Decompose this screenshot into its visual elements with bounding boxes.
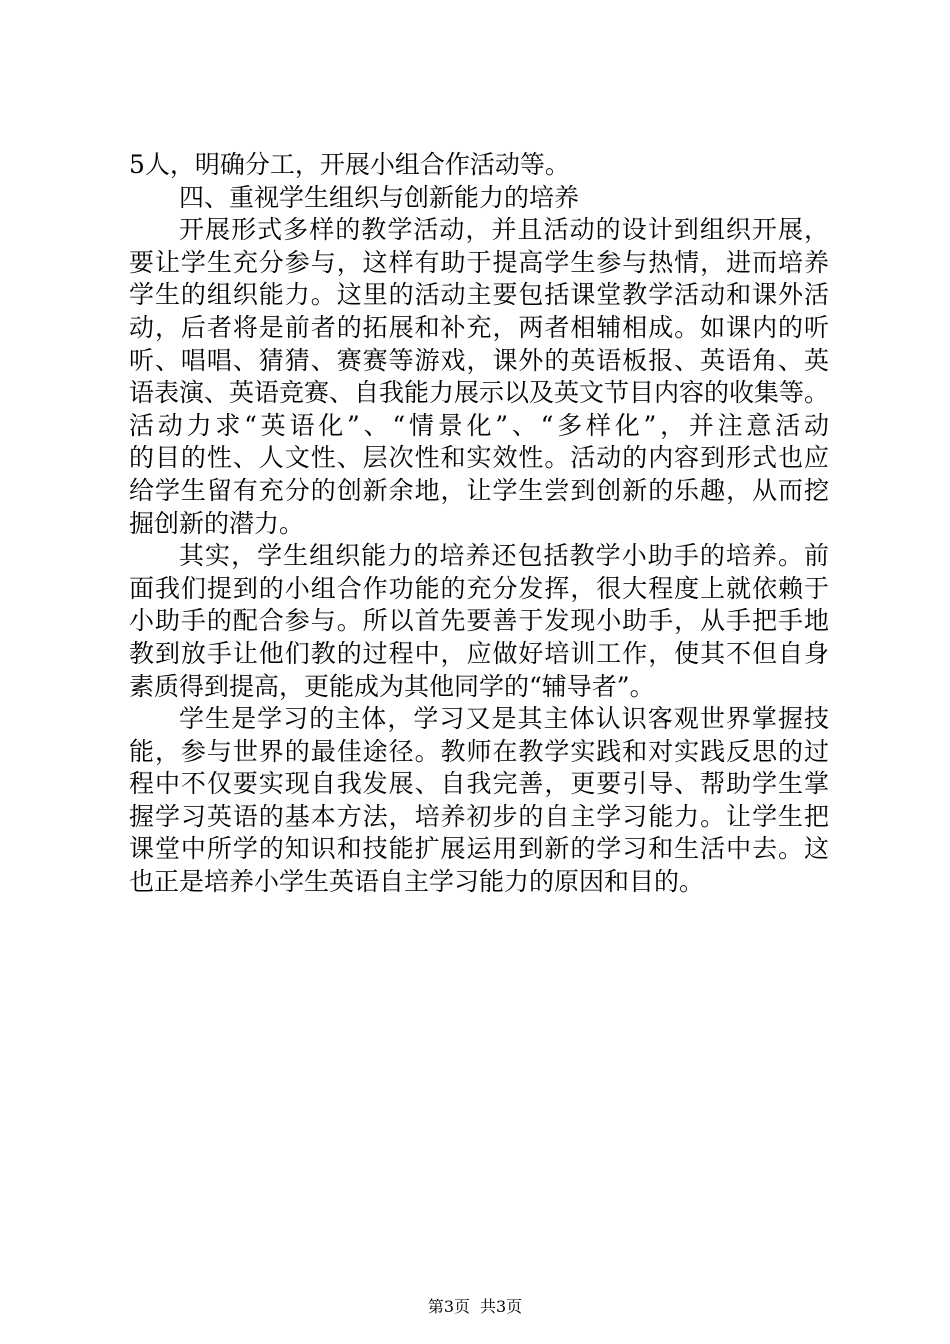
text-line: 教到放手让他们教的过程中，应做好培训工作，使其不但自身 [129,638,829,668]
text-line: 学生是学习的主体，学习又是其主体认识客观世界掌握技 [179,704,829,734]
text-line: 学生的组织能力。这里的活动主要包括课堂教学活动和课外活 [129,280,829,310]
text-line: 四、重视学生组织与创新能力的培养 [179,182,580,212]
text-line: 的目的性、人文性、层次性和实效性。活动的内容到形式也应 [129,443,829,473]
text-line: 握学习英语的基本方法，培养初步的自主学习能力。让学生把 [129,801,829,831]
text-line: 动，后者将是前者的拓展和补充，两者相辅相成。如课内的听 [129,312,829,342]
text-line: 课堂中所学的知识和技能扩展运用到新的学习和生活中去。这 [129,834,829,864]
page-footer [0,1294,950,1317]
text-line: 掘创新的潜力。 [129,508,305,538]
text-line: 也正是培养小学生英语自主学习能力的原因和目的。 [129,867,705,897]
text-line: 要让学生充分参与，这样有助于提高学生参与热情，进而培养 [129,247,829,277]
text-line: 能，参与世界的最佳途径。教师在教学实践和对实践反思的过 [129,736,829,766]
text-line: 开展形式多样的教学活动，并且活动的设计到组织开展， [179,215,829,245]
text-line: 听、唱唱、猜猜、赛赛等游戏，课外的英语板报、英语角、英 [129,345,829,375]
text-line: 小助手的配合参与。所以首先要善于发现小助手，从手把手地 [129,606,829,636]
text-line: 其实，学生组织能力的培养还包括教学小助手的培养。前 [179,541,829,571]
page-number: 第3页 [427,1297,470,1316]
text-line: 5人，明确分工，开展小组合作活动等。 [129,150,570,179]
text-line: 活动力求“英语化”、“情景化”、“多样化”，并注意活动 [129,410,829,440]
text-line: 程中不仅要实现自我发展、自我完善，更要引导、帮助学生掌 [129,769,829,799]
text-line: 语表演、英语竞赛、自我能力展示以及英文节目内容的收集等。 [129,378,829,408]
text-line: 给学生留有充分的创新余地，让学生尝到创新的乐趣，从而挖 [129,475,829,505]
page-total: 共3页 [480,1297,523,1316]
text-line: 面我们提到的小组合作功能的充分发挥，很大程度上就依赖于 [129,573,829,603]
text-line: 素质得到提高，更能成为其他同学的“辅导者”。 [129,671,655,701]
document-body [129,149,829,899]
